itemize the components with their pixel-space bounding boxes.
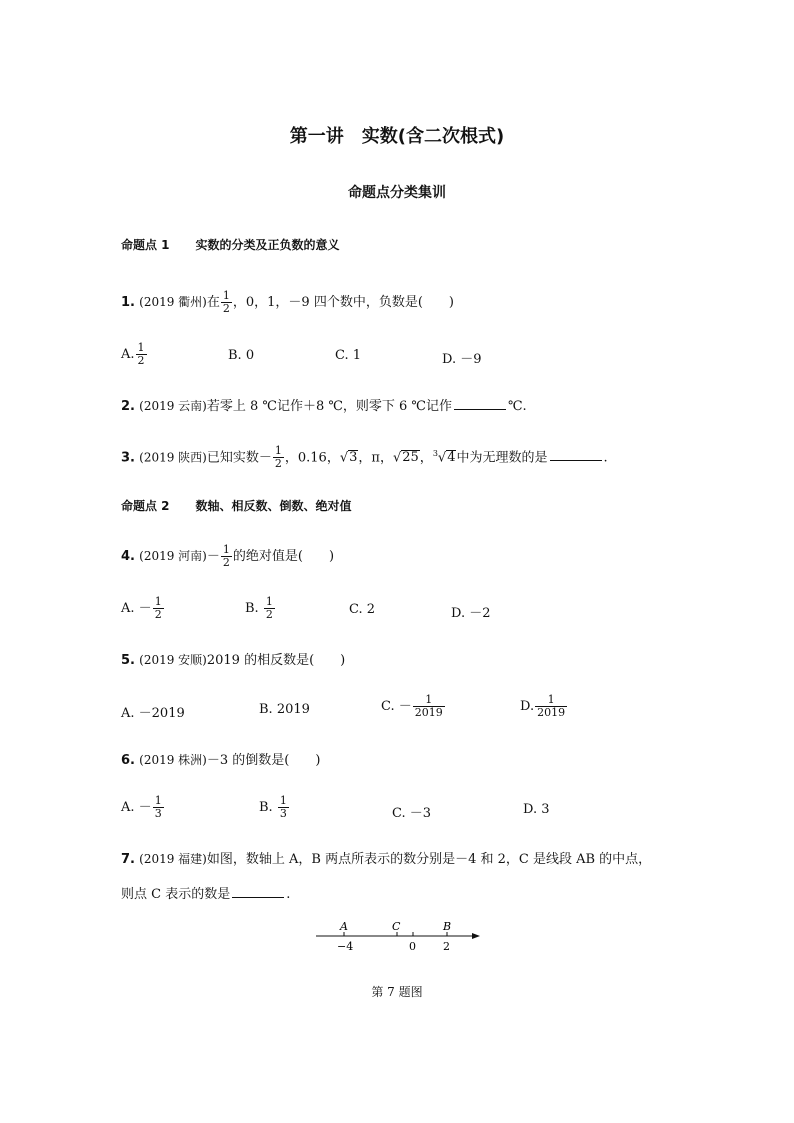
question-number: 7 (121, 852, 131, 867)
question-number: 3 (121, 450, 131, 466)
option-a[interactable]: A. － $\frac{1}{2}$ (121, 595, 162, 621)
tick-label-neg4: −4 (337, 940, 354, 953)
question-source: (2019 衢州) (139, 295, 207, 309)
question-7: 7. (2019 福建)如图，数轴上 A，B 两点所表示的数分别是－4 和 2，C 是线段 AB 的中点， (121, 852, 652, 867)
option-b[interactable]: B. 0 (228, 348, 255, 363)
option-d[interactable]: D. 3 (523, 802, 550, 817)
question-2: 2. (2019 云南)若零上 8 ℃记作＋8 ℃，则零下 6 ℃记作 ℃. (121, 396, 527, 417)
question-source: (2019 陕西) (139, 450, 207, 465)
option-d[interactable]: D. －9 (442, 352, 482, 367)
question-1: 1. (2019 衢州)在 $\frac{1}{2}$ ，0，1，－9 四个数中，负数是( ) (121, 289, 454, 315)
answer-blank[interactable] (454, 396, 506, 410)
fraction: $\frac{1}{2}$ (137, 341, 145, 367)
page-title: 第一讲 实数(含二次根式) (289, 126, 505, 147)
option-c[interactable]: C. － $\frac{1}{2019}$ (381, 693, 443, 719)
question-source: (2019 株洲) (139, 753, 207, 767)
question-text: 在 (206, 295, 220, 310)
option-b[interactable]: B. $\frac{1}{2}$ (245, 595, 273, 621)
answer-blank[interactable] (550, 447, 602, 461)
question-number: 2 (121, 399, 131, 414)
option-d[interactable]: D. －2 (451, 606, 491, 621)
question-text: 已知实数－ (206, 450, 272, 466)
question-source: (2019 河南) (139, 549, 207, 563)
question-number: 4 (121, 549, 131, 564)
question-text: 如图，数轴上 A，B 两点所表示的数分别是－4 和 2，C 是线段 AB 的中点， (206, 852, 652, 867)
option-a[interactable]: A. － $\frac{1}{3}$ (121, 794, 162, 820)
option-b[interactable]: B. $\frac{1}{3}$ (259, 794, 287, 820)
section-heading-1 (121, 236, 340, 253)
fraction: $\frac{1}{2}$ (222, 289, 230, 315)
option-a[interactable]: A. $\frac{1}{2}$ (121, 341, 145, 367)
question-4: 4. (2019 河南)－ $\frac{1}{2}$ 的绝对值是( ) (121, 543, 335, 569)
question-3: 3. (2019 陕西)已知实数－ $\frac{1}{2}$ ，0.16，√3，π，√25，$^3$√4中为无理数的是 . (121, 444, 608, 471)
section-title: 实数的分类及正负数的意义 (195, 238, 340, 252)
fraction: $\frac{1}{2}$ (222, 543, 230, 569)
section-label: 命题点 1 (121, 238, 170, 252)
option-c[interactable]: C. 2 (349, 602, 376, 617)
point-label-a: A (340, 920, 348, 933)
section-title: 数轴、相反数、倒数、绝对值 (195, 499, 352, 513)
sqrt-25: 25 (402, 450, 419, 466)
option-b[interactable]: B. 2019 (259, 702, 310, 717)
question-text: ℃. (507, 399, 527, 414)
question-5: 5. (2019 安顺)2019 的相反数是( ) (121, 653, 346, 668)
cube-root-4: 4 (447, 450, 456, 466)
point-label-c: C (392, 920, 401, 933)
option-a[interactable]: A. －2019 (121, 706, 185, 721)
question-6: 6. (2019 株洲)－3 的倒数是( ) (121, 753, 321, 768)
tick-label-0: 0 (409, 940, 416, 953)
question-text: ，0，1，－9 四个数中，负数是( ) (232, 295, 454, 310)
question-number: 1 (121, 295, 131, 310)
option-d[interactable]: D. $\frac{1}{2019}$ (520, 693, 566, 719)
question-text: 若零上 8 ℃记作＋8 ℃，则零下 6 ℃记作 (206, 399, 452, 414)
question-number: 6 (121, 753, 131, 768)
question-source: (2019 福建) (139, 852, 207, 866)
question-number: 5 (121, 653, 131, 668)
point-label-b: B (443, 920, 452, 933)
question-source: (2019 安顺) (139, 653, 207, 667)
axis-arrow (472, 933, 480, 939)
fraction: $\frac{1}{2}$ (274, 444, 282, 471)
section-label: 命题点 2 (121, 499, 170, 513)
tick-label-2: 2 (443, 940, 450, 953)
cube-root-index: 3 (432, 449, 438, 458)
question-source: (2019 云南) (139, 399, 207, 413)
figure-caption: 第 7 题图 (371, 985, 423, 999)
option-c[interactable]: C. 1 (335, 348, 362, 363)
answer-blank[interactable] (232, 884, 284, 898)
section-heading-2 (121, 497, 352, 514)
page-subtitle: 命题点分类集训 (348, 185, 446, 201)
option-c[interactable]: C. －3 (392, 806, 432, 821)
question-7-line-2: 则点 C 表示的数是 . (121, 884, 290, 905)
sqrt-3: 3 (349, 450, 358, 466)
number-line-figure (310, 918, 490, 958)
